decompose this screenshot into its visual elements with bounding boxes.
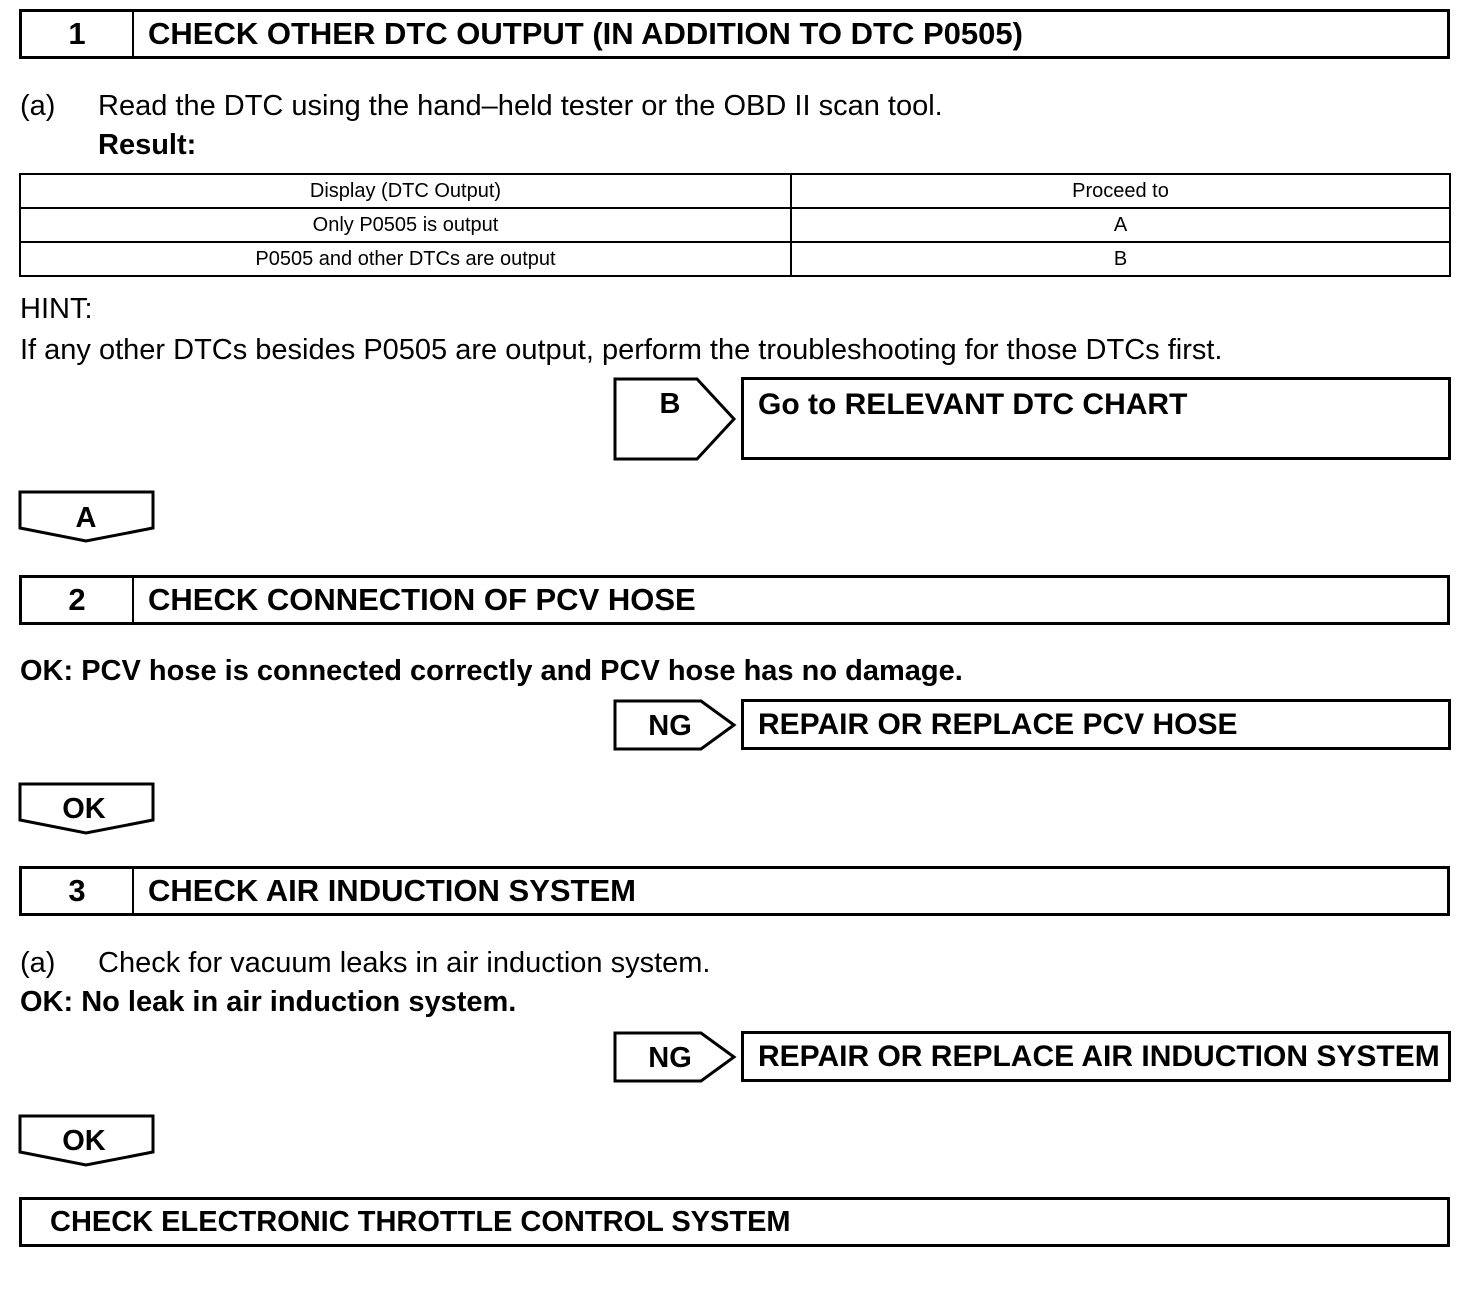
table-header-row — [20, 174, 1450, 208]
step-1-substep-marker: (a) — [20, 90, 56, 122]
table-header-cell: Proceed to — [791, 174, 1450, 208]
step-1-number: 1 — [22, 12, 134, 56]
table-cell: Only P0505 is output — [20, 208, 791, 242]
table-row — [20, 242, 1450, 276]
step-3-branch-action: REPAIR OR REPLACE AIR INDUCTION SYSTEM — [741, 1031, 1451, 1082]
step-2-branch-action: REPAIR OR REPLACE PCV HOSE — [741, 699, 1451, 750]
hint-text: If any other DTCs besides P0505 are output, perform the troubleshooting for those DTCs first. — [20, 334, 1223, 366]
step-2-number: 2 — [22, 578, 134, 622]
branch-b-label: B — [659, 388, 681, 420]
final-step-title: CHECK ELECTRONIC THROTTLE CONTROL SYSTEM — [50, 1205, 791, 1238]
table-cell: A — [791, 208, 1450, 242]
continue-a-label: A — [75, 502, 97, 534]
step-3-instruction: Check for vacuum leaks in air induction system. — [98, 947, 711, 979]
step-2-title: CHECK CONNECTION OF PCV HOSE — [148, 582, 696, 617]
result-table — [19, 173, 1451, 277]
table-cell: P0505 and other DTCs are output — [20, 242, 791, 276]
table-header-cell: Display (DTC Output) — [20, 174, 791, 208]
step-3-number: 3 — [22, 869, 134, 913]
branch-b-action: Go to RELEVANT DTC CHART — [741, 377, 1451, 460]
table-row — [20, 208, 1450, 242]
final-step-box — [19, 1197, 1450, 1247]
step-2-branch-label: NG — [648, 710, 692, 742]
step-3-title: CHECK AIR INDUCTION SYSTEM — [148, 873, 636, 908]
step-3-branch-label: NG — [648, 1042, 692, 1074]
step-1-instruction: Read the DTC using the hand–held tester or the OBD II scan tool. — [98, 90, 943, 122]
table-cell: B — [791, 242, 1450, 276]
step-1-title: CHECK OTHER DTC OUTPUT (IN ADDITION TO DTC P0505) — [148, 16, 1023, 51]
step-3-continue-label: OK — [62, 1125, 106, 1157]
hint-label: HINT: — [20, 293, 93, 325]
step-2-ok-text: OK: PCV hose is connected correctly and PCV hose has no damage. — [20, 655, 963, 687]
step-2-header — [19, 575, 1450, 625]
result-label: Result: — [98, 129, 197, 161]
step-3-header — [19, 866, 1450, 916]
step-3-ok-text: OK: No leak in air induction system. — [20, 986, 517, 1018]
step-3-substep-marker: (a) — [20, 947, 56, 979]
step-1-header — [19, 9, 1450, 59]
step-2-continue-label: OK — [62, 793, 106, 825]
